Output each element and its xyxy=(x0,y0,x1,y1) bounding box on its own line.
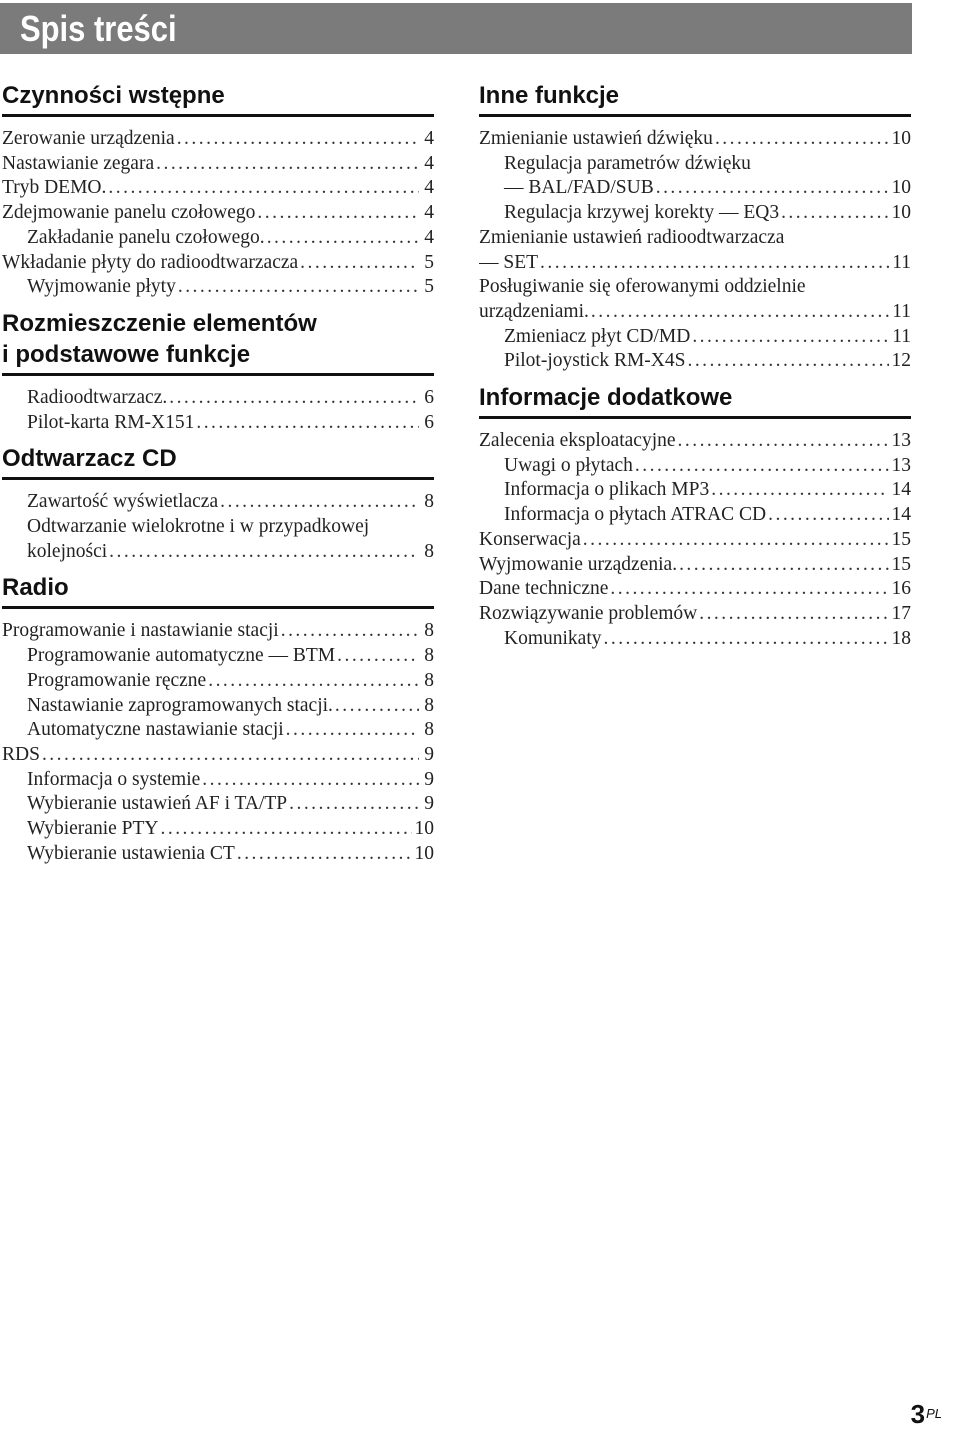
toc-entry-page: 11 xyxy=(892,251,911,273)
toc-leader-dots xyxy=(202,768,419,793)
toc-entry-page: 4 xyxy=(424,177,434,199)
toc-entry[interactable] xyxy=(479,127,911,152)
toc-entry-title: Programowanie i nastawianie stacji xyxy=(2,620,279,642)
toc-leader-dots xyxy=(656,176,889,201)
toc-entry-title: Programowanie ręczne xyxy=(27,669,207,691)
toc-entry-title: Komunikaty xyxy=(504,627,602,649)
toc-section xyxy=(479,382,911,651)
toc-entry[interactable] xyxy=(2,817,434,842)
toc-entry[interactable] xyxy=(2,275,434,300)
toc-entry-page: 9 xyxy=(424,768,434,790)
toc-leader-dots xyxy=(281,619,419,644)
toc-entry[interactable] xyxy=(479,528,911,553)
toc-leader-dots xyxy=(109,540,419,565)
toc-leader-dots xyxy=(177,127,419,152)
toc-entry-page: 4 xyxy=(424,152,434,174)
toc-entry-title: Wybieranie ustawienia CT xyxy=(27,842,235,864)
toc-entry-title: — SET xyxy=(479,251,539,273)
toc-entry-title: Wybieranie ustawień AF i TA/TP xyxy=(27,793,288,815)
section-heading xyxy=(2,308,434,376)
toc-entry-title: Zmieniacz płyt CD/MD xyxy=(504,325,691,347)
section-heading xyxy=(2,443,434,480)
toc-entry-page: 8 xyxy=(424,491,434,513)
toc-entry[interactable] xyxy=(479,503,911,528)
toc-entry[interactable] xyxy=(2,490,434,515)
toc-entry-title: Zmienianie ustawień radioodtwarzacza xyxy=(479,226,785,248)
toc-entry-page: 10 xyxy=(891,202,911,224)
toc-entry-page: 8 xyxy=(424,540,434,562)
title-bar xyxy=(0,3,912,54)
toc-leader-dots xyxy=(781,201,888,226)
toc-leader-dots xyxy=(156,152,419,177)
toc-entry[interactable] xyxy=(479,152,911,177)
toc-entry-page: 18 xyxy=(891,627,911,649)
toc-entry[interactable] xyxy=(479,478,911,503)
toc-entry[interactable] xyxy=(2,127,434,152)
toc-entry-page: 14 xyxy=(891,504,911,526)
toc-entry-page: 8 xyxy=(424,719,434,741)
toc-entry[interactable] xyxy=(479,275,911,300)
toc-entry[interactable] xyxy=(2,152,434,177)
toc-entry-page: 8 xyxy=(424,645,434,667)
toc-leader-dots xyxy=(591,300,889,325)
toc-entry-page: 11 xyxy=(892,325,911,347)
page-number-value: 3 xyxy=(910,1399,926,1429)
toc-entry-title: Nastawianie zegara xyxy=(2,152,155,174)
toc-entry-page: 4 xyxy=(424,128,434,149)
toc-entry-title: — BAL/FAD/SUB xyxy=(504,177,654,199)
toc-leader-dots xyxy=(108,176,419,201)
toc-entry-page: 9 xyxy=(424,743,434,765)
toc-entry[interactable] xyxy=(2,619,434,644)
toc-entry[interactable] xyxy=(479,325,911,350)
toc-leader-dots xyxy=(687,349,888,374)
toc-entry-title: Uwagi o płytach xyxy=(504,454,633,476)
toc-entry-page: 14 xyxy=(891,479,911,501)
toc-entry-title: Informacja o plikach MP3 xyxy=(504,479,710,501)
toc-leader-dots xyxy=(169,386,419,411)
toc-entry-title: Pilot-karta RM-X151 xyxy=(27,411,195,433)
section-heading-line: Informacje dodatkowe xyxy=(479,384,733,412)
toc-leader-dots xyxy=(289,792,419,817)
toc-entry-title: Wyjmowanie płyty xyxy=(27,276,176,298)
toc-entry-page: 4 xyxy=(424,202,434,224)
toc-entry-title: Wkładanie płyty do radioodtwarzacza xyxy=(2,251,299,273)
toc-leader-dots xyxy=(679,553,888,578)
toc-entry-title: Rozwiązywanie problemów xyxy=(479,602,698,624)
toc-leader-dots xyxy=(208,669,419,694)
toc-section xyxy=(2,80,434,300)
toc-entry-page: 15 xyxy=(891,553,911,575)
toc-entry-title: Pilot-joystick RM-X4S xyxy=(504,350,686,372)
toc-entry-page: 6 xyxy=(424,411,434,433)
toc-section xyxy=(479,80,911,374)
toc-entry-title: Odtwarzanie wielokrotne i w przypadkowej xyxy=(27,516,370,538)
toc-leader-dots xyxy=(300,251,419,276)
toc-right-column xyxy=(479,80,911,659)
toc-entry-title: Zmienianie ustawień dźwięku xyxy=(479,128,713,149)
toc-leader-dots xyxy=(583,528,889,553)
toc-entry-title: Dane techniczne xyxy=(479,578,609,600)
toc-entry-title: Posługiwanie się oferowanymi oddzielnie xyxy=(479,276,806,298)
toc-leader-dots xyxy=(337,644,419,669)
toc-leader-dots xyxy=(715,127,889,152)
toc-leader-dots xyxy=(286,718,419,743)
toc-entry-page: 10 xyxy=(891,177,911,199)
toc-leader-dots xyxy=(711,478,888,503)
toc-entry[interactable] xyxy=(479,577,911,602)
section-heading-line: Rozmieszczenie elementów xyxy=(2,309,317,337)
toc-entry[interactable] xyxy=(2,768,434,793)
toc-entry-page: 10 xyxy=(414,818,434,840)
toc-leader-dots xyxy=(610,577,888,602)
toc-section xyxy=(2,443,434,564)
toc-entry-page: 17 xyxy=(891,602,911,624)
toc-section xyxy=(2,308,434,435)
toc-entry-title: Radioodtwarzacz. xyxy=(27,386,168,408)
toc-leader-dots xyxy=(692,325,889,350)
toc-entry-page: 12 xyxy=(891,350,911,372)
toc-entry-title: kolejności xyxy=(27,540,108,562)
toc-leader-dots xyxy=(335,694,419,719)
toc-entry[interactable] xyxy=(2,792,434,817)
toc-entry[interactable] xyxy=(479,627,911,652)
toc-entry-page: 4 xyxy=(424,226,434,248)
toc-leader-dots xyxy=(768,503,888,528)
toc-entry-title: Wyjmowanie urządzenia. xyxy=(479,553,678,575)
section-heading-line: Odtwarzacz CD xyxy=(2,445,177,473)
toc-entry[interactable] xyxy=(479,454,911,479)
toc-entry[interactable] xyxy=(2,540,434,565)
section-heading-line: Inne funkcje xyxy=(479,82,620,109)
toc-entry-title: Zawartość wyświetlacza xyxy=(27,491,219,513)
toc-entry[interactable] xyxy=(479,429,911,454)
toc-leader-dots xyxy=(267,226,419,251)
toc-entry-page: 8 xyxy=(424,669,434,691)
section-heading-line: Czynności wstępne xyxy=(2,82,225,109)
toc-leader-dots xyxy=(678,429,889,454)
toc-entry[interactable] xyxy=(2,226,434,251)
toc-entry-title: Zalecenia eksploatacyjne xyxy=(479,430,676,452)
toc-entry-page: 9 xyxy=(424,793,434,815)
toc-entry[interactable] xyxy=(2,201,434,226)
toc-entry[interactable] xyxy=(479,201,911,226)
section-heading xyxy=(2,80,434,117)
section-heading-line: i podstawowe funkcje xyxy=(2,340,251,368)
toc-leader-dots xyxy=(540,251,889,276)
toc-entry[interactable] xyxy=(2,176,434,201)
toc-entry-page: 10 xyxy=(891,128,911,149)
toc-leader-dots xyxy=(161,817,412,842)
toc-entry-page: 16 xyxy=(891,578,911,600)
toc-entry[interactable] xyxy=(2,515,434,540)
toc-entry[interactable] xyxy=(479,176,911,201)
toc-entry-title: RDS xyxy=(2,743,40,765)
toc-entry[interactable] xyxy=(2,411,434,436)
toc-entry-page: 10 xyxy=(414,842,434,864)
page-language-code: PL xyxy=(926,1406,942,1421)
toc-entry[interactable] xyxy=(479,602,911,627)
toc-entry[interactable] xyxy=(2,694,434,719)
toc-entry[interactable] xyxy=(2,842,434,867)
page-number xyxy=(911,1400,942,1428)
toc-entry-page: 13 xyxy=(891,430,911,452)
toc-entry[interactable] xyxy=(479,300,911,325)
toc-leader-dots xyxy=(257,201,419,226)
toc-entry-title: Regulacja krzywej korekty — EQ3 xyxy=(504,202,780,224)
toc-leader-dots xyxy=(635,454,889,479)
toc-entry-page: 5 xyxy=(424,251,434,273)
toc-entry-page: 8 xyxy=(424,620,434,642)
toc-entry-page: 6 xyxy=(424,386,434,408)
section-heading xyxy=(2,572,434,609)
toc-entry-page: 15 xyxy=(891,528,911,550)
page-title: Spis treści xyxy=(20,8,177,49)
toc-entry[interactable] xyxy=(2,669,434,694)
toc-section xyxy=(2,572,434,866)
toc-leader-dots xyxy=(196,411,419,436)
toc-leader-dots xyxy=(604,627,889,652)
toc-entry[interactable] xyxy=(2,251,434,276)
toc-entry-title: Programowanie automatyczne — BTM xyxy=(27,645,336,667)
toc-entry-title: Informacja o systemie xyxy=(27,768,201,790)
toc-leader-dots xyxy=(237,842,412,867)
toc-entry[interactable] xyxy=(2,743,434,768)
section-heading xyxy=(479,80,911,117)
toc-leader-dots xyxy=(42,743,419,768)
toc-entry-title: Regulacja parametrów dźwięku xyxy=(504,152,751,174)
toc-entry[interactable] xyxy=(2,386,434,411)
toc-entry-page: 13 xyxy=(891,454,911,476)
toc-left-column xyxy=(2,80,434,874)
toc-entry-page: 11 xyxy=(892,300,911,322)
toc-entry[interactable] xyxy=(479,553,911,578)
toc-leader-dots xyxy=(699,602,888,627)
section-heading xyxy=(479,382,911,419)
toc-entry-title: Automatyczne nastawianie stacji xyxy=(27,719,284,741)
toc-entry-title: Informacja o płytach ATRAC CD xyxy=(504,504,767,526)
toc-entry-title: Nastawianie zaprogramowanych stacji. xyxy=(27,694,333,716)
toc-entry-title: urządzeniami. xyxy=(479,300,589,322)
toc-leader-dots xyxy=(220,490,419,515)
toc-entry[interactable] xyxy=(479,226,911,251)
toc-entry-title: Wybieranie PTY xyxy=(27,818,159,840)
toc-entry[interactable] xyxy=(2,718,434,743)
section-heading-line: Radio xyxy=(2,574,69,602)
toc-entry-title: Konserwacja xyxy=(479,528,581,550)
toc-entry[interactable] xyxy=(2,644,434,669)
toc-entry-title: Zakładanie panelu czołowego. xyxy=(27,226,265,248)
toc-entry-page: 5 xyxy=(424,276,434,298)
toc-entry-title: Zerowanie urządzenia xyxy=(2,128,175,149)
toc-entry-title: Tryb DEMO. xyxy=(2,177,107,199)
toc-leader-dots xyxy=(178,275,419,300)
toc-entry[interactable] xyxy=(479,251,911,276)
toc-entry-title: Zdejmowanie panelu czołowego xyxy=(2,202,256,224)
toc-entry[interactable] xyxy=(479,349,911,374)
toc-entry-page: 8 xyxy=(424,694,434,716)
